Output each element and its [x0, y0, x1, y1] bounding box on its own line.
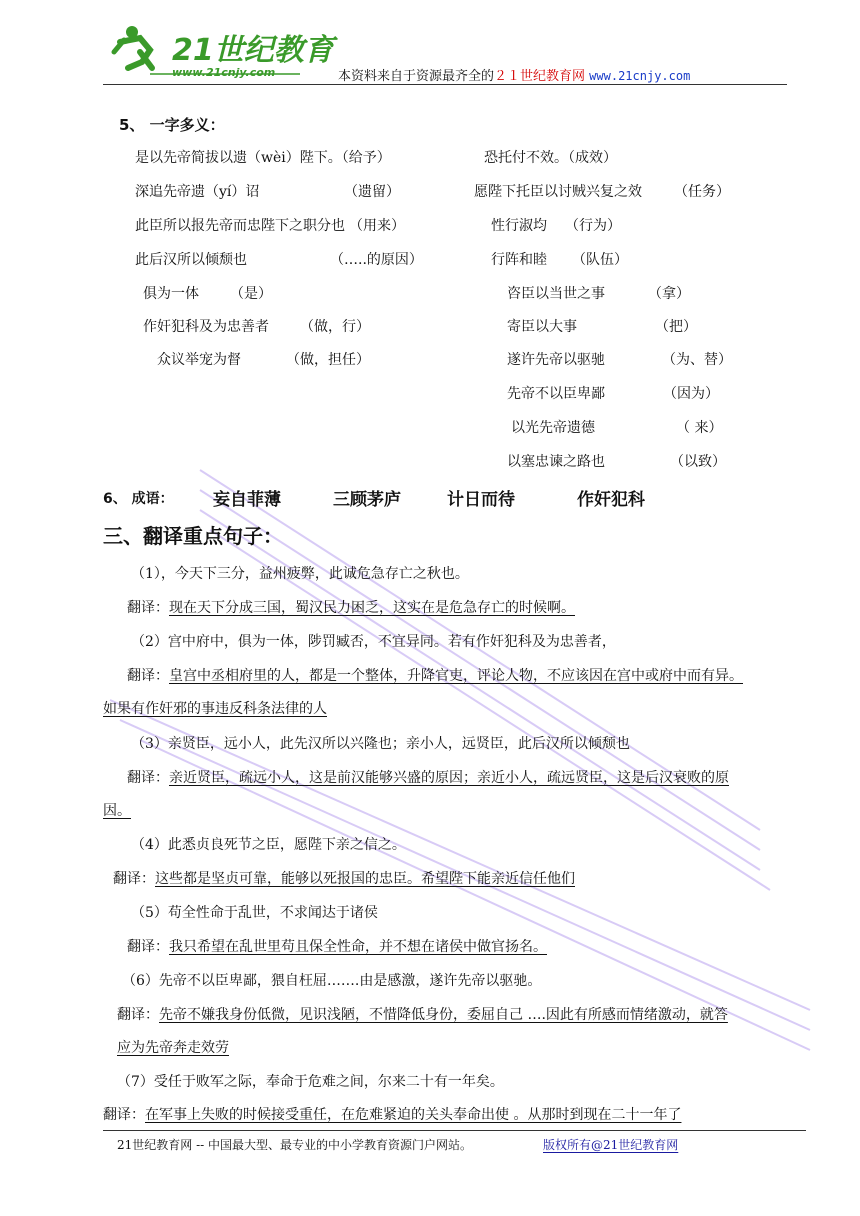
polysemy-right-item: 寄臣以大事	[507, 319, 577, 335]
polysemy-left-item: 此臣所以报先帝而忠陛下之职分也	[135, 218, 345, 234]
polysemy-left-item: 深追先帝遗（yí）诏	[135, 184, 260, 200]
polysemy-right-gloss: （任务）	[674, 184, 730, 200]
idiom: 妄自菲薄	[213, 490, 281, 510]
translation-6	[117, 1006, 728, 1024]
source-sentence-1: （1），今天下三分，益州疲弊，此诚危急存亡之秋也。	[131, 566, 469, 582]
translation-label: 翻译：	[113, 871, 155, 887]
polysemy-left-gloss: （用来）	[349, 218, 405, 234]
header-source-site: ２１世纪教育网	[494, 69, 586, 84]
svg-text:www.21cnjy.com: www.21cnjy.com	[172, 66, 276, 79]
polysemy-left-gloss: （做，担任）	[286, 352, 370, 368]
translation-3	[127, 769, 729, 787]
polysemy-left-gloss: （做，行）	[300, 319, 370, 335]
translation-label: 翻译：	[127, 600, 169, 616]
source-sentence-4: （4）此悉贞良死节之臣，愿陛下亲之信之。	[131, 837, 406, 853]
polysemy-right-item: 行阵和睦	[491, 252, 547, 268]
translation-5	[127, 938, 547, 956]
translation-2-continued: 如果有作奸邪的事违反科条法律的人	[103, 701, 327, 717]
polysemy-right-gloss: （ 来）	[676, 420, 723, 436]
translation-label: 翻译：	[127, 939, 169, 955]
translation-6-continued: 应为先帝奔走效劳	[117, 1040, 229, 1056]
polysemy-left-gloss: （遗留）	[344, 184, 400, 200]
translation-label: 翻译：	[127, 770, 169, 786]
header-source-url[interactable]: www.21cnjy.com	[589, 69, 691, 83]
source-sentence-5: （5）苟全性命于乱世，不求闻达于诸侯	[131, 905, 378, 921]
section-5-title: 5、 一字多义：	[119, 116, 225, 134]
polysemy-left-gloss: （是）	[230, 286, 272, 302]
translation-label: 翻译：	[127, 668, 169, 684]
polysemy-left-gloss: （…..的原因）	[330, 252, 423, 268]
source-sentence-7: （7）受任于败军之际，奉命于危难之间，尔来二十有一年矣。	[117, 1074, 504, 1090]
translation-label: 翻译：	[117, 1007, 159, 1023]
translation-1	[127, 599, 575, 617]
section-3-title: 三、翻译重点句子：	[103, 524, 283, 548]
translation-4	[113, 870, 575, 888]
polysemy-right-item: 先帝不以臣卑鄙	[507, 386, 605, 402]
translation-text: 这些都是坚贞可靠，能够以死报国的忠臣。希望陛下能亲近信任他们	[155, 871, 575, 887]
translation-text: 我只希望在乱世里苟且保全性命，并不想在诸侯中做官扬名。	[169, 939, 547, 955]
translation-text: 现在天下分成三国，蜀汉民力困乏，这实在是危急存亡的时候啊。	[169, 600, 575, 616]
translation-label: 翻译：	[103, 1107, 145, 1123]
translation-7	[103, 1106, 681, 1124]
source-sentence-3: （3）亲贤臣，远小人，此先汉所以兴隆也；亲小人，远贤臣，此后汉所以倾颓也	[131, 736, 630, 752]
polysemy-right-item: 咨臣以当世之事	[507, 286, 605, 302]
polysemy-right-gloss: （队伍）	[572, 252, 628, 268]
polysemy-right-gloss: （为、替）	[662, 352, 732, 368]
translation-text: 在军事上失败的时候接受重任，在危难紧迫的关头奉命出使 。从那时到现在二十一年了	[145, 1107, 682, 1123]
polysemy-right-gloss: （拿）	[648, 286, 690, 302]
polysemy-right-item: 恐托付不效。（成效）	[484, 150, 617, 166]
translation-text: 亲近贤臣，疏远小人，这是前汉能够兴盛的原因；亲近小人，疏远贤臣，这是后汉衰败的原	[169, 770, 729, 786]
polysemy-right-item: 以光先帝遗德	[511, 420, 595, 436]
polysemy-left-item: 众议举宠为督	[157, 352, 241, 368]
translation-text: 皇宫中丞相府里的人，都是一个整体，升降官吏，评论人物，不应该因在宫中或府中而有异。	[169, 668, 743, 684]
idiom: 三顾茅庐	[333, 490, 401, 510]
translation-2	[127, 667, 743, 685]
source-sentence-6: （6）先帝不以臣卑鄙，猥自枉屈…….由是感激，遂许先帝以驱驰。	[122, 973, 542, 989]
header-source-prefix: 本资料来自于资源最齐全的	[338, 69, 495, 84]
polysemy-right-gloss: （因为）	[663, 386, 719, 402]
polysemy-right-gloss: （把）	[655, 319, 697, 335]
svg-text:21世纪教育: 21世纪教育	[172, 33, 334, 68]
idiom: 计日而待	[447, 490, 515, 510]
header-divider	[103, 84, 787, 85]
footer-copyright-link[interactable]: 版权所有@21世纪教育网	[543, 1138, 679, 1152]
translation-3-continued: 因。	[103, 803, 131, 819]
source-sentence-2: （2）宫中府中，俱为一体，陟罚臧否，不宜异同。若有作奸犯科及为忠善者，	[131, 634, 616, 650]
idiom: 作奸犯科	[577, 490, 645, 510]
polysemy-right-item: 愿陛下托臣以讨贼兴复之效	[474, 184, 642, 200]
footer-text: 21世纪教育网 -- 中国最大型、最专业的中小学教育资源门户网站。	[117, 1138, 473, 1152]
polysemy-right-gloss: （以致）	[670, 454, 726, 470]
polysemy-right-item: 以塞忠谏之路也	[507, 454, 605, 470]
polysemy-right-gloss: （行为）	[565, 218, 621, 234]
polysemy-right-item: 性行淑均	[491, 218, 547, 234]
polysemy-left-item: 俱为一体	[143, 286, 199, 302]
polysemy-left-item: 此后汉所以倾颓也	[135, 252, 247, 268]
polysemy-right-item: 遂许先帝以驱驰	[507, 352, 605, 368]
site-logo	[110, 22, 334, 84]
polysemy-left-item: 是以先帝简拔以遗（wèi）陛下。（给予）	[135, 150, 391, 166]
polysemy-left-item: 作奸犯科及为忠善者	[143, 319, 269, 335]
section-6-label: 6、 成语：	[103, 491, 174, 507]
translation-text: 先帝不嫌我身份低微，见识浅陋，不惜降低身份，委屈自己 ….因此有所感而情绪激动，就答	[159, 1007, 728, 1023]
footer-divider	[103, 1130, 806, 1131]
